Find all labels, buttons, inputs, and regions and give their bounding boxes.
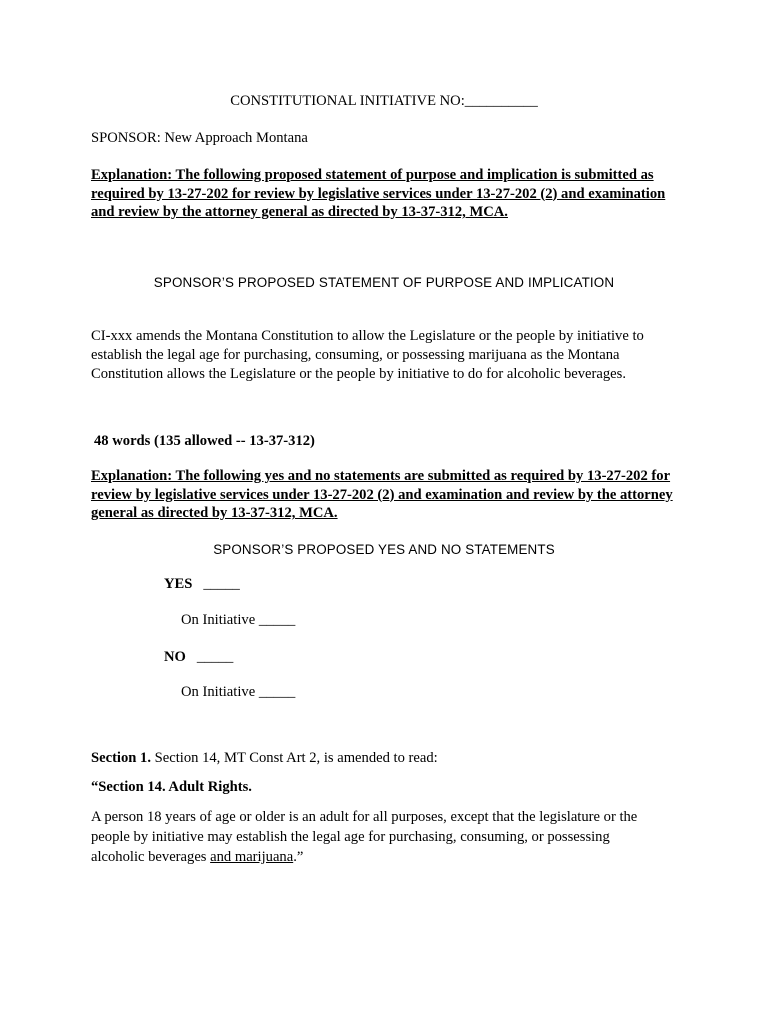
section-14-body	[91, 807, 666, 867]
section-label: Section 1.	[91, 750, 151, 766]
section-1-intro	[91, 749, 691, 768]
initiative-title: CONSTITUTIONAL INITIATIVE NO:__________	[230, 93, 538, 109]
purpose-statement: CI-xxx amends the Montana Constitution to allow the Legislature or the people by initiative to establish the legal age for purchasing, consuming, or possessing marijuana as the Montana Constitution allows the Legislature or the people by initiative to do for alcoholic beverages.	[91, 328, 644, 382]
section-14-title: “Section 14. Adult Rights.	[91, 779, 252, 795]
explanation-purpose: Explanation: The following proposed statement of purpose and implication is submitted as required by 13-27-202 for review by legislative services under 13-27-202 (2) and examination and review by the attorney general as directed by 13-37-312, MCA.	[91, 167, 666, 220]
no-label: NO	[164, 649, 186, 665]
sponsor-line: SPONSOR: New Approach Montana	[91, 130, 308, 146]
section-body-underlined: and marijuana	[210, 849, 294, 865]
no-blank: _____	[196, 649, 234, 665]
yes-no-heading: SPONSOR’S PROPOSED YES AND NO STATEMENTS	[213, 542, 555, 557]
explanation-yes-no: Explanation: The following yes and no statements are submitted as required by 13-27-202 for review by legislative services under 13-27-202 (2) and examination and review by the attorney general as directed by 13-37-312, MCA.	[91, 468, 673, 521]
section-text: Section 14, MT Const Art 2, is amended to read:	[154, 750, 438, 766]
yes-on-initiative: On Initiative _____	[181, 612, 296, 628]
section-body-end: .”	[293, 849, 304, 865]
no-statement	[164, 648, 764, 667]
yes-statement	[164, 575, 764, 594]
section-body-start: A person 18 years of age or older is an adult for all purposes, except that the legislature or the people by initiative may establish the legal age for purchasing, consuming, or possessing alcoholic beverages	[91, 809, 638, 865]
purpose-heading: SPONSOR’S PROPOSED STATEMENT OF PURPOSE AND IMPLICATION	[153, 275, 615, 290]
no-on-initiative: On Initiative _____	[181, 684, 296, 700]
yes-blank: _____	[203, 576, 240, 592]
word-count: 48 words (135 allowed -- 13-37-312)	[94, 433, 315, 449]
yes-label: YES	[164, 576, 193, 592]
